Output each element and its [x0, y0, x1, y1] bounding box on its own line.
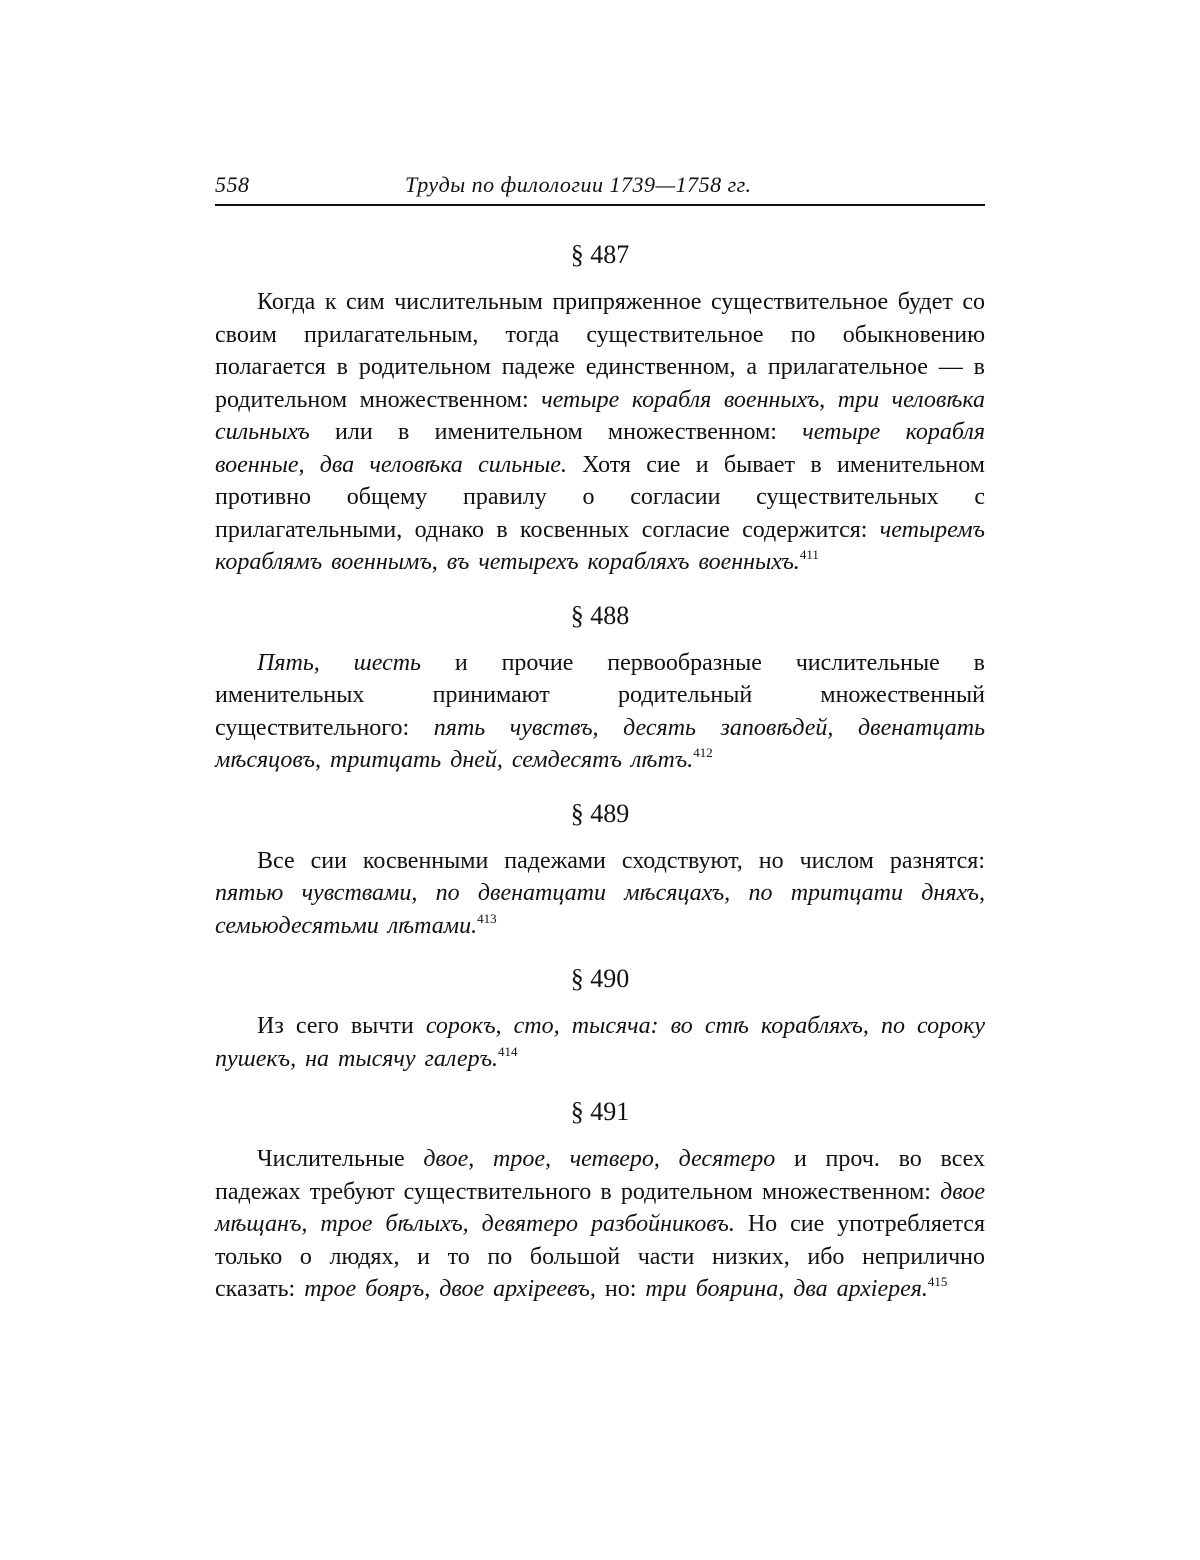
sections-container [215, 240, 985, 1306]
section-paragraph [215, 1143, 985, 1306]
italic-example: двое мѣщанъ, трое бѣлыхъ, девятеро разбойниковъ. [215, 1179, 985, 1238]
book-title: Труды по филологии 1739—1758 гг. [405, 172, 751, 198]
italic-example: пять чувствъ, десять заповѣдей, двенатцать мѣсяцовъ, тритцать дней, семдесятъ лѣтъ. [215, 715, 985, 774]
body-text: Из сего вычти [257, 1013, 426, 1039]
footnote-marker: 413 [477, 911, 497, 926]
body-text: Все сии косвенными падежами сходствуют, но числом разнятся: [257, 848, 985, 874]
body-text: Числительные [257, 1146, 423, 1172]
body-text: Но сие употребляется только о людях, и то по большой части низких, ибо неприлично сказать: [215, 1211, 985, 1302]
italic-example: пятью чувствами, по двенатцати мѣсяцахъ, по тритцати дняхъ, семьюдесятьми лѣтами. [215, 880, 985, 939]
footnote-marker: 415 [928, 1274, 948, 1289]
section-paragraph [215, 845, 985, 943]
body-text: но: [596, 1276, 646, 1302]
header-rule [215, 204, 985, 206]
italic-example: три боярина, два архіерея. [645, 1276, 928, 1302]
body-text: и прочие первообразные числительные в именительных принимают родительный множественный существительного: [215, 650, 985, 741]
body-text: или в именительном множественном: [310, 419, 803, 445]
section-paragraph [215, 1010, 985, 1075]
section-heading: § 488 [215, 601, 985, 631]
italic-example: четыремъ кораблямъ военнымъ, въ четырехъ корабляхъ военныхъ. [215, 517, 985, 576]
italic-example: трое бояръ, двое архіреевъ, [304, 1276, 596, 1302]
section-heading: § 491 [215, 1097, 985, 1127]
italic-example: четыре корабля военныхъ, три человѣка сильныхъ [215, 387, 985, 446]
footnote-marker: 414 [498, 1044, 518, 1059]
section-heading: § 489 [215, 799, 985, 829]
section-heading: § 487 [215, 240, 985, 270]
body-text: Когда к сим числительным припряженное существительное будет со своим прилагательным, тогда существительное по обыкновению полагается в родительном падеже единственном, а прилагательное — в родительном множественном: [215, 289, 985, 413]
page-number: 558 [215, 172, 250, 198]
footnote-marker: 412 [693, 745, 713, 760]
italic-example: двое, трое, четверо, десятеро [423, 1146, 775, 1172]
section-heading: § 490 [215, 964, 985, 994]
running-head [215, 168, 985, 202]
italic-example: сорокъ, сто, тысяча: во стѣ корабляхъ, по сороку пушекъ, на тысячу галеръ. [215, 1013, 985, 1072]
body-text: Хотя сие и бывает в именительном противно общему правилу о согласии существительных с прилагательными, однако в косвенных согласие содержится: [215, 452, 985, 543]
book-page [215, 168, 985, 1328]
section-paragraph [215, 286, 985, 579]
body-text: и проч. во всех падежах требуют существительного в родительном множественном: [215, 1146, 985, 1205]
section-paragraph [215, 647, 985, 777]
italic-example: Пять, шесть [257, 650, 421, 676]
footnote-marker: 411 [800, 547, 819, 562]
italic-example: четыре корабля военные, два человѣка сильные. [215, 419, 985, 478]
